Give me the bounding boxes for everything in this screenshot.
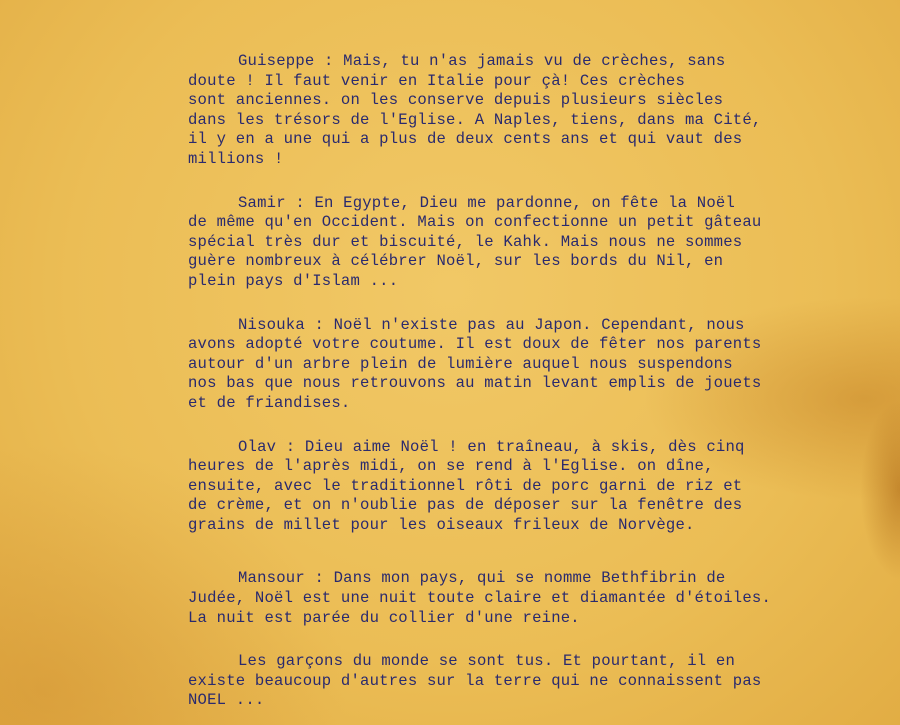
text-line: nos bas que nous retrouvons au matin levant emplis de jouets [188,374,762,393]
text-line: plein pays d'Islam ... [188,271,399,290]
text-line: Olav : Dieu aime Noël ! en traîneau, à skis, dès cinq [238,437,745,456]
text-line: Nisouka : Noël n'existe pas au Japon. Cependant, nous [238,315,745,334]
text-line: heures de l'après midi, on se rend à l'Eglise. on dîne, [188,457,714,476]
text-line: il y en a une qui a plus de deux cents ans et qui vaut des [188,130,743,149]
text-line: Les garçons du monde se sont tus. Et pourtant, il en [238,652,736,671]
text-line: NOEL ... [188,691,265,710]
paragraph-closing [188,652,888,711]
text-line: de même qu'en Occident. Mais on confectionne un petit gâteau [188,213,762,232]
typewritten-text [188,52,888,725]
text-line: Mansour : Dans mon pays, qui se nomme Bethfibrin de [238,569,726,588]
paragraph-nisouka [188,316,888,414]
text-line: sont anciennes. on les conserve depuis plusieurs siècles [188,91,724,110]
text-line: Samir : En Egypte, Dieu me pardonne, on fête la Noël [238,193,736,212]
text-line: ensuite, avec le traditionnel rôti de porc garni de riz et [188,476,743,495]
text-line: Guiseppe : Mais, tu n'as jamais vu de crèches, sans [238,52,726,70]
text-line: de crème, et on n'oublie pas de déposer sur la fenêtre des [188,496,743,515]
paragraph-guiseppe [188,52,888,170]
text-line: autour d'un arbre plein de lumière auquel nous suspendons [188,354,733,373]
text-line: avons adopté votre coutume. Il est doux de fêter nos parents [188,335,762,354]
text-line: dans les trésors de l'Eglise. A Naples, tiens, dans ma Cité, [188,110,762,129]
text-line: existe beaucoup d'autres sur la terre qui ne connaissent pas [188,671,762,690]
text-line: et de friandises. [188,393,351,412]
text-line: Judée, Noël est une nuit toute claire et diamantée d'étoiles. [188,589,772,608]
paragraph-olav [188,438,888,536]
text-line: grains de millet pour les oiseaux frileux de Norvège. [188,515,695,534]
text-line: spécial très dur et biscuité, le Kahk. Mais nous ne sommes [188,232,743,251]
text-line: millions ! [188,149,284,168]
text-line: doute ! Il faut venir en Italie pour çà! Ces crèches [188,71,686,90]
paragraph-mansour [188,569,888,628]
text-line: La nuit est parée du collier d'une reine. [188,608,580,627]
paragraph-samir [188,194,888,292]
text-line: guère nombreux à célébrer Noël, sur les bords du Nil, en [188,252,724,271]
